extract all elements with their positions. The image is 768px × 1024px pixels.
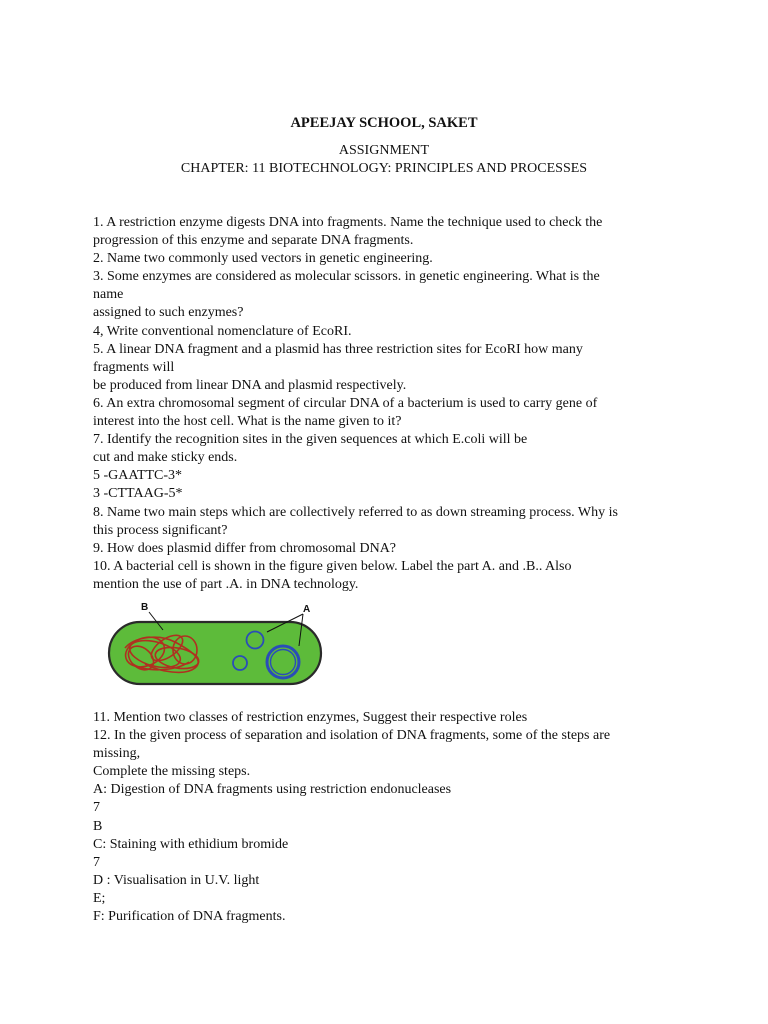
text-line: 6. An extra chromosomal segment of circular DNA of a bacterium is used to carry gene of [93,395,598,411]
text-line: 9. How does plasmid differ from chromosomal DNA? [93,540,397,556]
assignment-heading: ASSIGNMENT [338,143,430,158]
text-line: 4, Write conventional nomenclature of EcoRI. [93,323,352,339]
text-line: mention the use of part .A. in DNA technology. [93,576,359,592]
step-line: B [93,818,103,834]
text-line: progression of this enzyme and separate DNA fragments. [93,233,414,249]
text-line: 1. A restriction enzyme digests DNA into fragments. Name the technique used to check the [93,215,603,230]
bacterial-cell-figure [105,598,335,688]
step-line: C: Staining with ethidium bromide [93,836,289,852]
chapter-heading: CHAPTER: 11 BIOTECHNOLOGY: PRINCIPLES AND PROCESSES [180,161,588,176]
text-line: 11. Mention two classes of restriction enzymes, Suggest their respective roles [93,710,528,725]
step-line: D : Visualisation in U.V. light [93,872,260,888]
text-line: assigned to such enzymes? [93,305,244,321]
text-line: interest into the host cell. What is the name given to it? [93,414,402,430]
text-line: 8. Name two main steps which are collectively referred to as down streaming process. Why is [93,504,618,520]
sequence-line: 3 -CTTAAG-5* [93,486,183,502]
text-line: 5. A linear DNA fragment and a plasmid has three restriction sites for EcoRI how many [93,341,583,357]
text-line: 2. Name two commonly used vectors in genetic engineering. [93,251,433,267]
step-line: 7 [93,854,100,870]
step-line: 7 [93,800,100,816]
text-line: 12. In the given process of separation and isolation of DNA fragments, some of the steps are [93,728,611,744]
text-line: cut and make sticky ends. [93,450,238,466]
text-line: missing, [93,746,141,762]
questions-part-1 [93,214,693,594]
step-line: E; [93,890,106,906]
text-line: this process significant? [93,522,228,538]
text-line: 7. Identify the recognition sites in the given sequences at which E.coli will be [93,432,528,448]
label-b: B [141,602,149,613]
sequence-line: 5 -GAATTC-3* [93,468,183,484]
text-line: be produced from linear DNA and plasmid respectively. [93,377,407,393]
questions-part-2 [93,709,693,926]
text-line: Complete the missing steps. [93,764,251,780]
step-line: A: Digestion of DNA fragments using restriction endonucleases [93,782,452,798]
cell-body [109,622,321,684]
text-line: name [93,287,124,303]
label-a: A [303,604,311,615]
text-line: fragments will [93,359,175,375]
step-line: F: Purification of DNA fragments. [93,909,286,925]
text-line: 10. A bacterial cell is shown in the figure given below. Label the part A. and .B.. Also [93,558,572,574]
school-name: APEEJAY SCHOOL, SAKET [290,115,478,131]
text-line: 3. Some enzymes are considered as molecular scissors. in genetic engineering. What is the [93,269,600,285]
